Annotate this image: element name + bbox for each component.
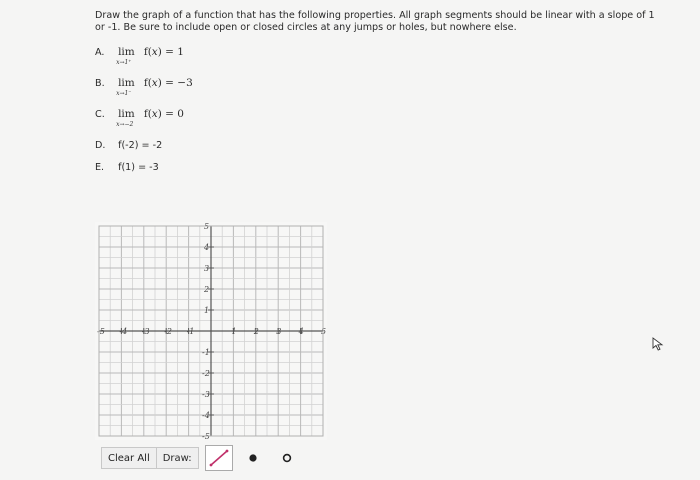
draw-label: Draw: xyxy=(157,447,199,469)
instructions-text: Draw the graph of a function that has the following properties. All graph segments should be linear with a slope of 1 or -1. Be sure to include open or closed circles at any jumps or holes, but nowhere else. xyxy=(95,10,655,33)
y-tick-label: 4 xyxy=(204,243,210,252)
y-tick-label: 2 xyxy=(204,285,210,294)
x-tick-label: -1 xyxy=(186,327,195,336)
graph-canvas[interactable] xyxy=(95,222,327,440)
x-tick-label: -2 xyxy=(164,327,172,336)
draw-toolbar xyxy=(101,444,301,472)
x-tick-label: -5 xyxy=(97,327,105,336)
y-tick-label: 3 xyxy=(204,264,210,273)
property-d xyxy=(95,140,162,151)
y-tick-label: -5 xyxy=(202,432,210,440)
limit-operator: lim x→−2 xyxy=(116,108,135,128)
property-b xyxy=(95,77,193,97)
y-tick-label: -2 xyxy=(202,369,210,378)
x-tick-label: 2 xyxy=(253,327,259,336)
graph-grid[interactable] xyxy=(95,222,327,440)
x-tick-label: 5 xyxy=(321,327,327,336)
property-letter: D. xyxy=(95,140,106,151)
line-tool-icon xyxy=(208,448,230,468)
line-tool-button[interactable] xyxy=(205,445,233,471)
y-tick-label: 1 xyxy=(204,306,210,315)
property-letter: B. xyxy=(95,78,105,89)
y-tick-label: -3 xyxy=(202,390,210,399)
clear-all-button[interactable]: Clear All xyxy=(101,447,157,469)
limit-operator: lim x→1⁻ xyxy=(116,77,135,97)
x-tick-label: 1 xyxy=(231,327,237,336)
mouse-cursor-icon xyxy=(652,337,664,351)
x-tick-label: -4 xyxy=(119,327,128,336)
limit-expression: f(x) = 0 xyxy=(143,108,184,120)
closed-dot-button[interactable] xyxy=(239,445,267,471)
limit-subscript: x→1⁺ xyxy=(116,59,132,66)
y-tick-label: -4 xyxy=(202,411,210,420)
property-letter: E. xyxy=(95,162,105,173)
property-c xyxy=(95,108,184,128)
open-dot-icon xyxy=(279,450,295,466)
limit-subscript: x→−2 xyxy=(116,121,134,128)
property-letter: C. xyxy=(95,109,105,120)
x-tick-label: 4 xyxy=(298,327,304,336)
limit-subscript: x→1⁻ xyxy=(116,90,132,97)
limit-expression: f(x) = 1 xyxy=(143,46,184,58)
limit-expression: f(x) = −3 xyxy=(143,77,193,89)
x-tick-label: 3 xyxy=(276,327,282,336)
limit-operator: lim x→1⁺ xyxy=(116,46,135,66)
closed-dot-icon xyxy=(245,450,261,466)
property-a xyxy=(95,46,184,66)
y-tick-label: 5 xyxy=(204,222,210,231)
x-tick-label: -3 xyxy=(141,327,150,336)
property-text: f(1) = -3 xyxy=(118,162,159,173)
property-e xyxy=(95,162,159,173)
y-tick-label: -1 xyxy=(202,348,210,357)
open-dot-button[interactable] xyxy=(273,445,301,471)
property-letter: A. xyxy=(95,47,105,58)
property-text: f(-2) = -2 xyxy=(118,140,163,151)
